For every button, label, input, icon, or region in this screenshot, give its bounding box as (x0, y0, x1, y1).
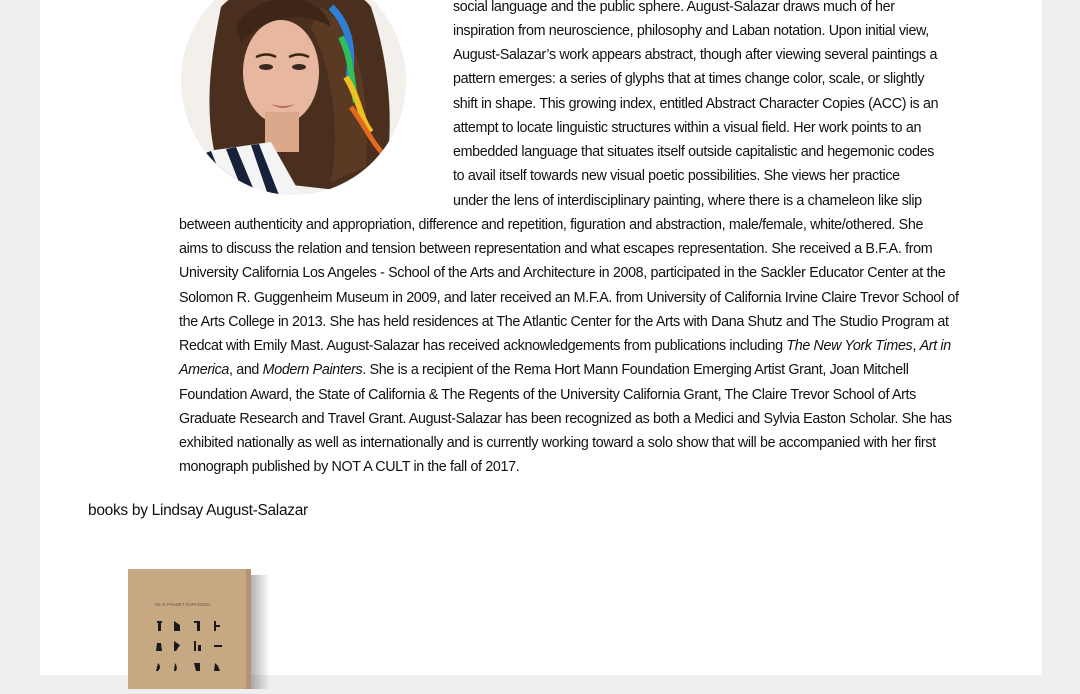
bio-line (179, 334, 951, 358)
bio-line: monograph published by NOT A CULT in the fall of 2017. (179, 459, 520, 475)
books-heading: books by Lindsay August-Salazar (88, 502, 308, 519)
bio-line: Graduate Research and Travel Grant. August-Salazar has been recognized as both a Medici and Sylvia Easton Scholar. She has (179, 411, 952, 427)
bio-line: the Arts College in 2013. She has held residences at The Atlantic Center for the Arts with Dana Shutz and The Studio Program at (179, 314, 949, 330)
bio-text: , and (228, 362, 263, 378)
page-content (40, 0, 1042, 675)
bio-text: , (912, 338, 920, 354)
bio-line: pattern emerges: a series of glyphs that at times change color, scale, or slightly (453, 71, 925, 87)
bio-line: attempt to locate linguistic structures within a visual field. Her work points to an (453, 120, 922, 136)
bio-line: University California Los Angeles - School of the Arts and Architecture in 2008, participated in the Sackler Educator Center at the (179, 265, 946, 281)
artist-bio (40, 0, 1042, 490)
bio-line: aims to discuss the relation and tension between representation and what escapes representation. She received a B.F.A. from (179, 241, 933, 257)
bio-line: inspiration from neuroscience, philosophy and Laban notation. Upon initial view, (453, 23, 929, 39)
bio-line (179, 358, 909, 382)
publication-art-in-america: Art in (919, 338, 951, 354)
bio-line: embedded language that situates itself outside capitalistic and hegemonic codes (453, 144, 935, 160)
bio-line: Foundation Award, the State of California & The Regents of the University California Grant, The Claire Trevor School of Arts (179, 387, 916, 403)
book-cover-title: AN ALPHABET EXPANDED (154, 602, 211, 607)
publication-art-in-america: America (179, 362, 229, 378)
bio-text: . She is a recipient of the Rema Hort Mann Foundation Emerging Artist Grant, Joan Mitchell (362, 362, 909, 378)
bio-line: Solomon R. Guggenheim Museum in 2009, and later received an M.F.A. from University of California Irvine Claire Trevor School of (179, 290, 959, 306)
bio-line: shift in shape. This growing index, entitled Abstract Character Copies (ACC) is an (453, 96, 939, 112)
bio-line: social language and the public sphere. August-Salazar draws much of her (453, 0, 895, 15)
bio-line: August-Salazar’s work appears abstract, though after viewing several paintings a (453, 47, 938, 63)
bio-line: exhibited nationally as well as internationally and is currently working toward a solo show that will be accompanied with her first (179, 435, 936, 451)
bio-line: between authenticity and appropriation, difference and repetition, figuration and abstraction, male/female, white/othered. She (179, 217, 924, 233)
bio-line: to avail itself towards new visual poetic possibilities. She views her practice (453, 168, 900, 184)
bio-line: under the lens of interdisciplinary painting, where there is a chameleon like slip (453, 193, 922, 209)
publication-modern-painters: Modern Painters (262, 362, 363, 378)
bio-text: Redcat with Emily Mast. August-Salazar has received acknowledgements from publications including (179, 338, 787, 354)
book-cover[interactable] (128, 569, 278, 689)
publication-nyt: The New York Times (786, 338, 913, 354)
